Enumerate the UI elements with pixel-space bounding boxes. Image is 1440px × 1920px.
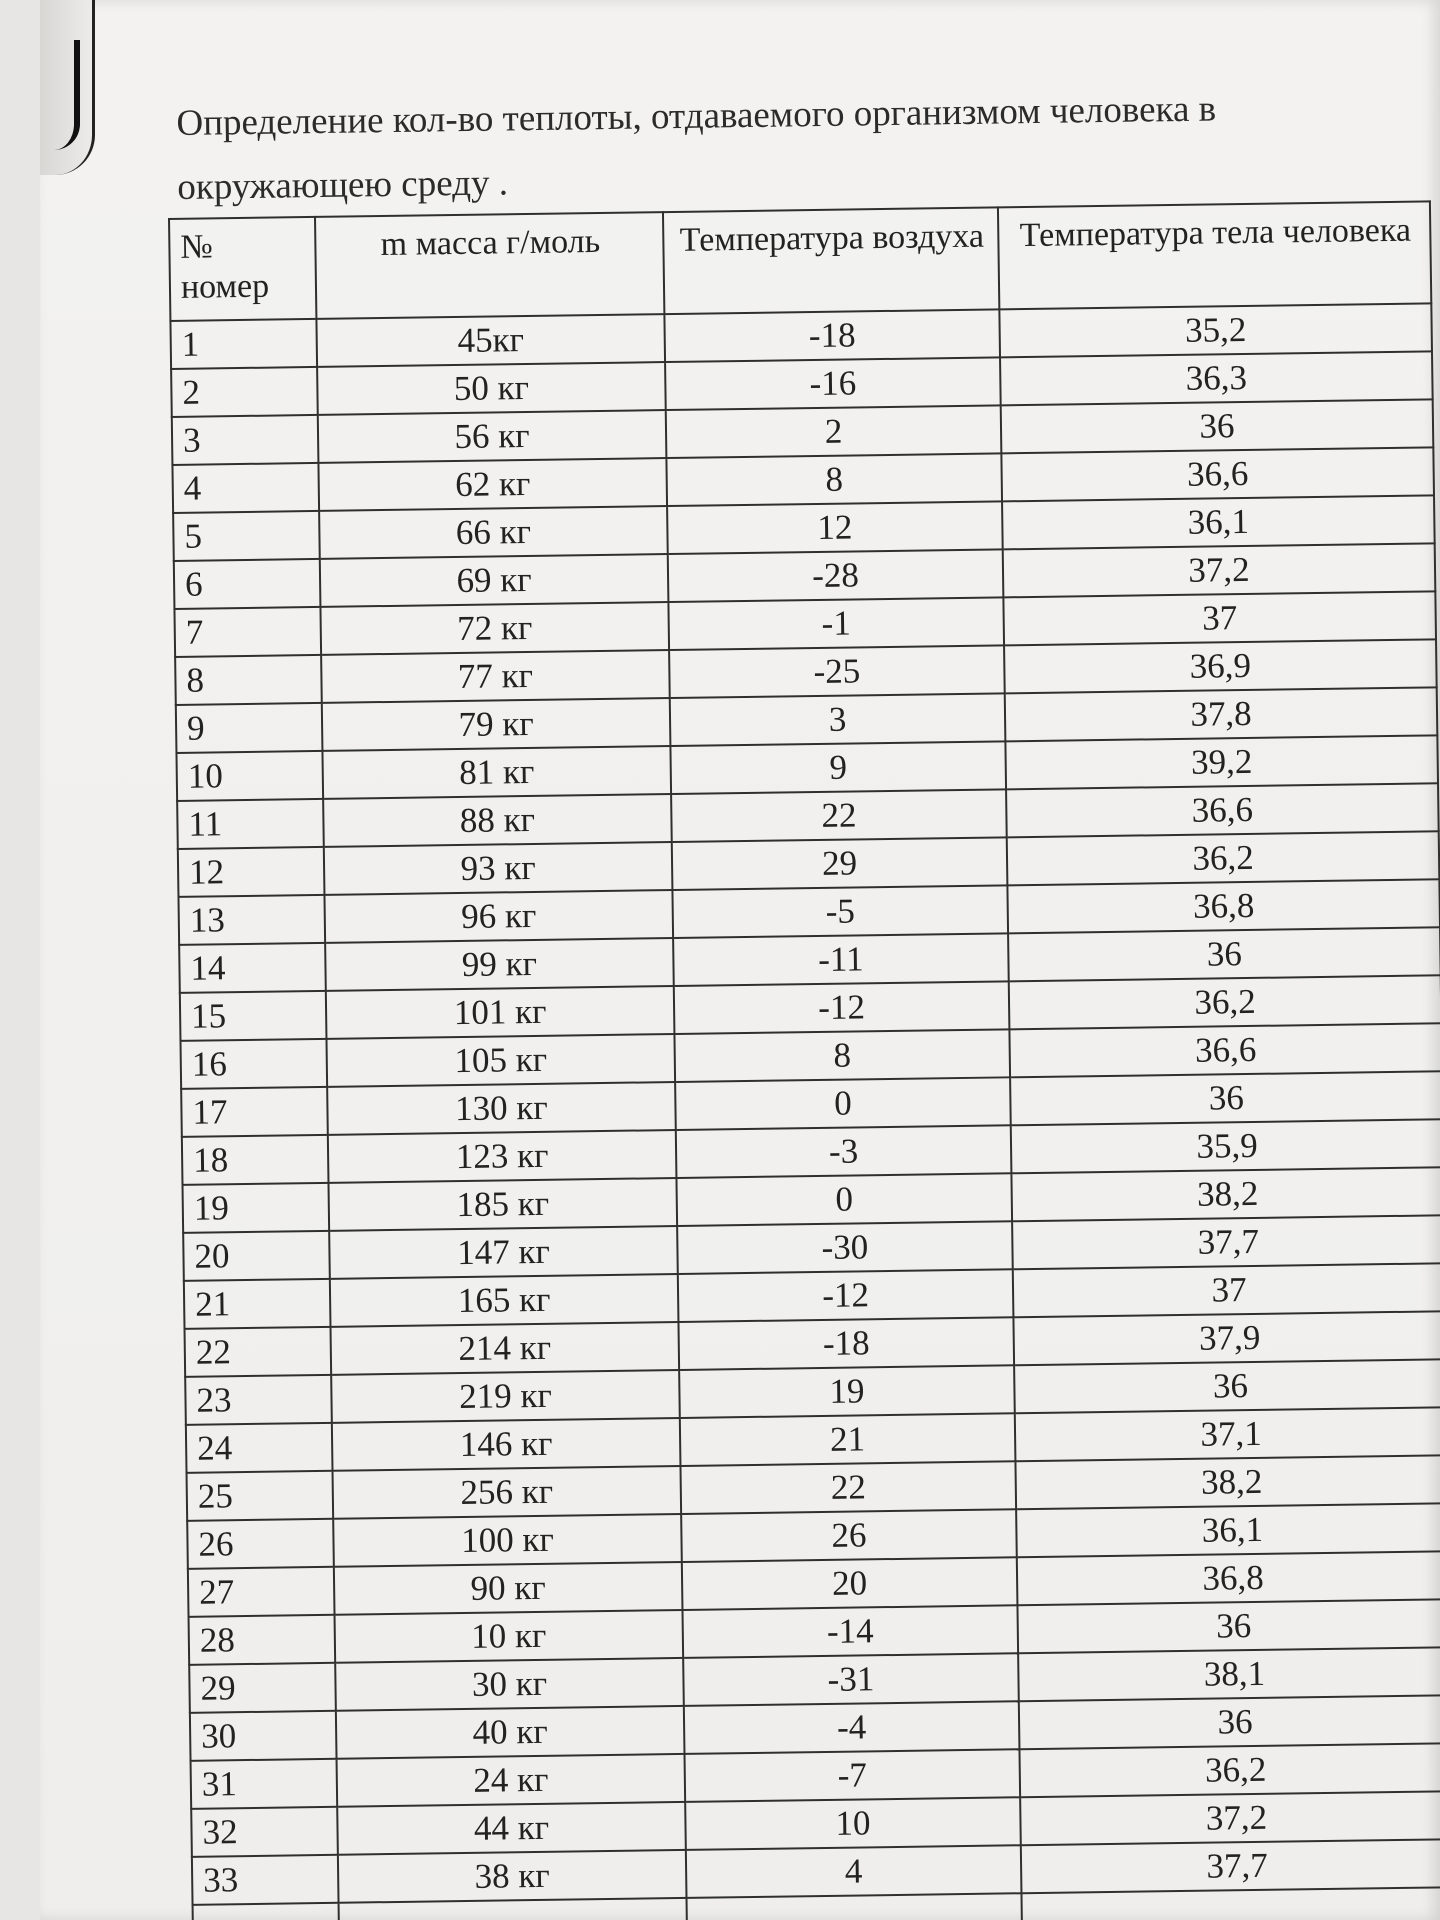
cell-mass: 56 кг [318,410,667,463]
cell-body-temperature: 37,1 [1015,1407,1440,1461]
cell-air-temperature: -4 [684,1701,1020,1754]
cell-air-temperature: 21 [680,1413,1016,1466]
cell-air-temperature: 26 [681,1509,1017,1562]
cell-air-temperature: 9 [670,741,1006,794]
cell-air-temperature: -18 [664,309,1000,362]
cell-mass: 38 кг [338,1850,687,1903]
cell-number: 30 [190,1711,337,1761]
cell-air-temperature: 2 [666,405,1002,458]
cell-body-temperature: 36,9 [1004,639,1437,693]
cell-mass: 30 кг [335,1658,684,1711]
cell-mass: 256 кг [333,1466,682,1519]
cell-air-temperature: -11 [673,933,1009,986]
cell-air-temperature: 29 [672,837,1008,890]
cell-air-temperature: -14 [682,1605,1018,1658]
document-title: Определение кол-во теплоты, отдаваемого организмом человека в окружающею среду . [176,88,1217,208]
cell-number: 2 [171,367,318,417]
cell-mass: 101 кг [326,986,675,1039]
cell-air-temperature: -25 [669,645,1005,698]
cell-number: 33 [192,1855,339,1905]
cell-air-temperature: 20 [682,1557,1018,1610]
cell-mass: 69 кг [320,554,669,607]
cell-number [193,1903,340,1920]
cell-body-temperature: 36 [1008,927,1440,981]
cell-number: 4 [172,463,319,513]
cell-mass: 100 кг [333,1514,682,1567]
cell-mass: 185 кг [328,1178,677,1231]
data-table [168,200,1440,1920]
cell-number: 29 [189,1663,336,1713]
cell-number: 5 [173,511,320,561]
cell-air-temperature: -3 [676,1125,1012,1178]
cell-mass: 10 кг [335,1610,684,1663]
cell-body-temperature: 36,8 [1007,879,1440,933]
cell-body-temperature: 37,9 [1013,1311,1440,1365]
cell-body-temperature: 36 [1014,1359,1440,1413]
cell-mass: 77 кг [321,650,670,703]
cell-mass: 79 кг [322,698,671,751]
cell-air-temperature: 4 [686,1845,1022,1898]
cell-mass: 90 кг [334,1562,683,1615]
cell-air-temperature [687,1893,1023,1920]
cell-air-temperature: -12 [678,1269,1014,1322]
cell-mass: 24 кг [337,1754,686,1807]
cell-air-temperature: 12 [667,501,1003,554]
header-air-temperature: Температура воздуха [663,207,999,314]
cell-number: 3 [172,415,319,465]
cell-air-temperature: 8 [666,453,1002,506]
cell-mass: 99 кг [325,938,674,991]
cell-body-temperature: 36,6 [1006,783,1439,837]
cell-mass: 165 кг [330,1274,679,1327]
cell-number: 32 [191,1807,338,1857]
cell-number: 8 [175,655,322,705]
cell-air-temperature: -12 [674,981,1010,1034]
cell-number: 11 [177,799,324,849]
header-body-temperature: Температура тела человека [998,201,1431,309]
cell-body-temperature: 37,7 [1012,1215,1440,1269]
cell-air-temperature: -16 [665,357,1001,410]
cell-air-temperature: -1 [668,597,1004,650]
cell-number: 9 [176,703,323,753]
cell-number: 27 [188,1567,335,1617]
cell-mass: 88 кг [323,794,672,847]
cell-body-temperature: 39,2 [1005,735,1438,789]
cell-number: 19 [183,1183,330,1233]
cell-air-temperature: -28 [668,549,1004,602]
table-container [168,200,1440,1920]
cell-air-temperature: -31 [683,1653,1019,1706]
cell-number: 22 [185,1327,332,1377]
cell-body-temperature: 38,2 [1015,1455,1440,1509]
cell-body-temperature: 36 [1010,1071,1440,1125]
header-mass: m масса г/моль [315,212,664,319]
cell-number: 15 [180,991,327,1041]
cell-air-temperature: 10 [685,1797,1021,1850]
cell-number: 14 [179,943,326,993]
cell-body-temperature: 36,2 [1007,831,1440,885]
cell-mass: 50 кг [317,362,666,415]
cell-mass: 66 кг [319,506,668,559]
cell-air-temperature: 22 [680,1461,1016,1514]
cell-body-temperature: 38,1 [1018,1647,1440,1701]
cell-air-temperature: 0 [675,1077,1011,1130]
cell-air-temperature: -7 [684,1749,1020,1802]
cell-body-temperature: 36,8 [1017,1551,1440,1605]
cell-body-temperature: 36,3 [1000,351,1433,405]
cell-mass: 130 кг [327,1082,676,1135]
cell-mass: 105 кг [326,1034,675,1087]
cell-body-temperature: 36,2 [1019,1743,1440,1797]
cell-number: 20 [183,1231,330,1281]
cell-number: 31 [191,1759,338,1809]
cell-body-temperature: 36,6 [1009,1023,1440,1077]
cell-body-temperature [1021,1887,1440,1920]
cell-number: 1 [170,319,317,369]
cell-air-temperature: 19 [679,1365,1015,1418]
cell-number: 25 [187,1471,334,1521]
cell-body-temperature: 37,8 [1005,687,1438,741]
cell-air-temperature: -30 [677,1221,1013,1274]
cell-number: 21 [184,1279,331,1329]
cell-body-temperature: 37,2 [1003,543,1436,597]
table-header-row [169,201,1431,321]
cell-mass: 81 кг [322,746,671,799]
cell-mass: 147 кг [329,1226,678,1279]
header-number: № номер [169,217,316,321]
cell-number: 7 [174,607,321,657]
cell-body-temperature: 36,2 [1009,975,1440,1029]
cell-body-temperature: 36,1 [1016,1503,1440,1557]
cell-number: 28 [189,1615,336,1665]
cell-mass: 40 кг [336,1706,685,1759]
cell-number: 6 [174,559,321,609]
cell-mass: 93 кг [324,842,673,895]
cell-body-temperature: 35,9 [1011,1119,1440,1173]
cell-number: 12 [178,847,325,897]
cell-air-temperature: -5 [672,885,1008,938]
cell-mass: 96 кг [324,890,673,943]
cell-number: 18 [182,1135,329,1185]
cell-number: 24 [186,1423,333,1473]
cell-number: 13 [178,895,325,945]
cell-air-temperature: 0 [676,1173,1012,1226]
cell-mass: 146 кг [332,1418,681,1471]
cell-mass: 219 кг [331,1370,680,1423]
cell-body-temperature: 36 [1017,1599,1440,1653]
cell-air-temperature: 3 [670,693,1006,746]
cell-air-temperature: 8 [674,1029,1010,1082]
cell-mass: 45кг [316,314,665,367]
table-body [170,303,1440,1920]
cell-mass: 123 кг [328,1130,677,1183]
cell-body-temperature: 35,2 [999,303,1432,357]
cell-body-temperature: 36,1 [1002,495,1435,549]
cell-body-temperature: 37 [1003,591,1436,645]
cell-number: 23 [185,1375,332,1425]
cell-body-temperature: 37 [1013,1263,1440,1317]
cell-body-temperature: 36,6 [1001,447,1434,501]
cell-body-temperature: 36 [1001,399,1434,453]
cell-mass: 72 кг [320,602,669,655]
cell-number: 17 [181,1087,328,1137]
cell-body-temperature: 37,7 [1021,1839,1440,1893]
cell-mass: 214 кг [330,1322,679,1375]
cell-body-temperature: 36 [1019,1695,1440,1749]
cell-number: 10 [176,751,323,801]
cell-body-temperature: 37,2 [1020,1791,1440,1845]
binder-clip [40,0,95,175]
cell-number: 16 [180,1039,327,1089]
paper-sheet [40,0,1440,1920]
cell-mass: 44 кг [337,1802,686,1855]
cell-air-temperature: -18 [678,1317,1014,1370]
cell-body-temperature: 38,2 [1011,1167,1440,1221]
cell-number: 26 [187,1519,334,1569]
cell-air-temperature: 22 [671,789,1007,842]
cell-mass [339,1898,688,1920]
cell-mass: 62 кг [318,458,667,511]
